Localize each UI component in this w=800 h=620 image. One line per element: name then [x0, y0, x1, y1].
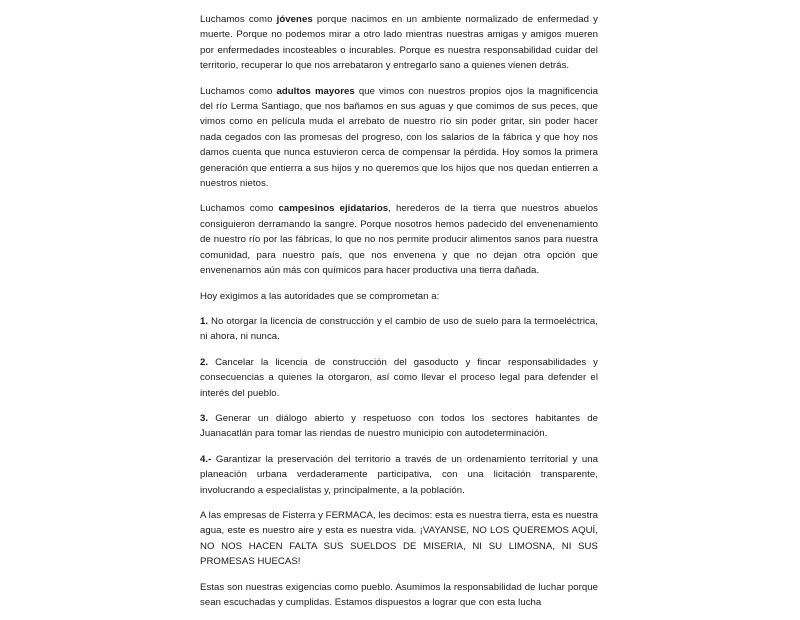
paragraph-closing: Estas son nuestras exigencias como pueblo. Asumimos la responsabilidad de luchar porque sean escuchadas y cumplidas. Estamos dispuestos a lograr que con esta lucha [200, 581, 598, 608]
demand-number: 2. [200, 356, 209, 368]
paragraph-lead: Luchamos como [200, 14, 277, 25]
demand-item-4 [200, 452, 598, 498]
demand-number: 4.- [200, 453, 212, 465]
paragraph-campesinos [200, 201, 598, 278]
paragraph-demands-intro: Hoy exigimos a las autoridades que se comprometan a: [200, 290, 440, 302]
demand-text: Generar un diálogo abierto y respetuoso con todos los sectores habitantes de Juanacatlán para tomar las riendas de nuestro municipio con autodeterminación. [200, 412, 598, 440]
demand-text: Garantizar la preservación del territorio a través de un ordenamiento territorial y una planeación urbana verdaderamente participativa, con una licitación transparente, involucrando a especialistas y, principalmente, a la población. [200, 453, 598, 496]
bold-term-jovenes: jóvenes [276, 14, 313, 25]
paragraph-body: que vimos con nuestros propios ojos la magnificencia del río Lerma Santiago, que nos bañamos en sus aguas y que comimos de sus peces, que vimos como en película muda el arrebato de nuestro río sin poder gritar, sin poder hacer nada cegados con las promesas del progreso, con los salarios de la fábrica y que hoy nos damos cuenta que nunca estuvieron cerca de compensar la pérdida. Hoy somos la primera generación que entierra a sus hijos y no queremos que los hijos que nos quedan entierren a nuestros nietos. [200, 85, 598, 190]
demand-text: Cancelar la licencia de construcción del gasoducto y fincar responsabilidades y consecuencias a quienes la otorgaron, así como llevar el proceso legal para defender el interés del pueblo. [200, 356, 598, 399]
demand-item-1 [200, 314, 598, 345]
paragraph-companies: A las empresas de Fisterra y FERMACA, les decimos: esta es nuestra tierra, esta es nuestra agua, este es nuestro aire y esta es nuestra vida. ¡VAYANSE, NO LOS QUEREMOS AQUÍ, NO NOS HACEN FALTA SUS SUELDOS DE MISERIA, NI SU LIMOSNA, NI SUS PROMESAS HUECAS! [200, 509, 598, 568]
paragraph-lead: Luchamos como [200, 85, 277, 97]
paragraph-jovenes [200, 12, 598, 74]
paragraph-body: , herederos de la tierra que nuestros abuelos consiguieron derramando la sangre. Porque nosotros hemos padecido del envenenamiento de nuestro río por las fábricas, lo que no nos permite producir alimentos sanos para nuestra comunidad, para nuestro país, que nos envenena y que no dejan otra opción que envenenarnos aún más con químicos para hacer productiva una tierra dañada. [200, 203, 598, 277]
bold-term-adultos-mayores: adultos mayores [276, 85, 355, 97]
demand-number: 1. [200, 315, 209, 327]
demand-item-3 [200, 411, 598, 442]
paragraph-lead: Luchamos como [200, 203, 279, 215]
demand-text: No otorgar la licencia de construcción y el cambio de uso de suelo para la termoeléctrica, ni ahora, ni nunca. [200, 315, 598, 343]
document-body [200, 12, 598, 620]
bold-term-campesinos: campesinos ejidatarios [278, 203, 389, 215]
demand-number: 3. [200, 412, 209, 424]
demand-item-2 [200, 355, 598, 401]
paragraph-adultos-mayores [200, 84, 598, 192]
paragraph-body: porque nacimos en un ambiente normalizado de enfermedad y muerte. Porque no podemos mirar a otro lado mientras nuestras amigas y amigos mueren por enfermedades incosteables o incurables. Porque es nuestra responsabilidad cuidar del territorio, recuperar lo que nos arrebataron y entregarlo sano a quienes vienen detrás. [200, 14, 598, 72]
